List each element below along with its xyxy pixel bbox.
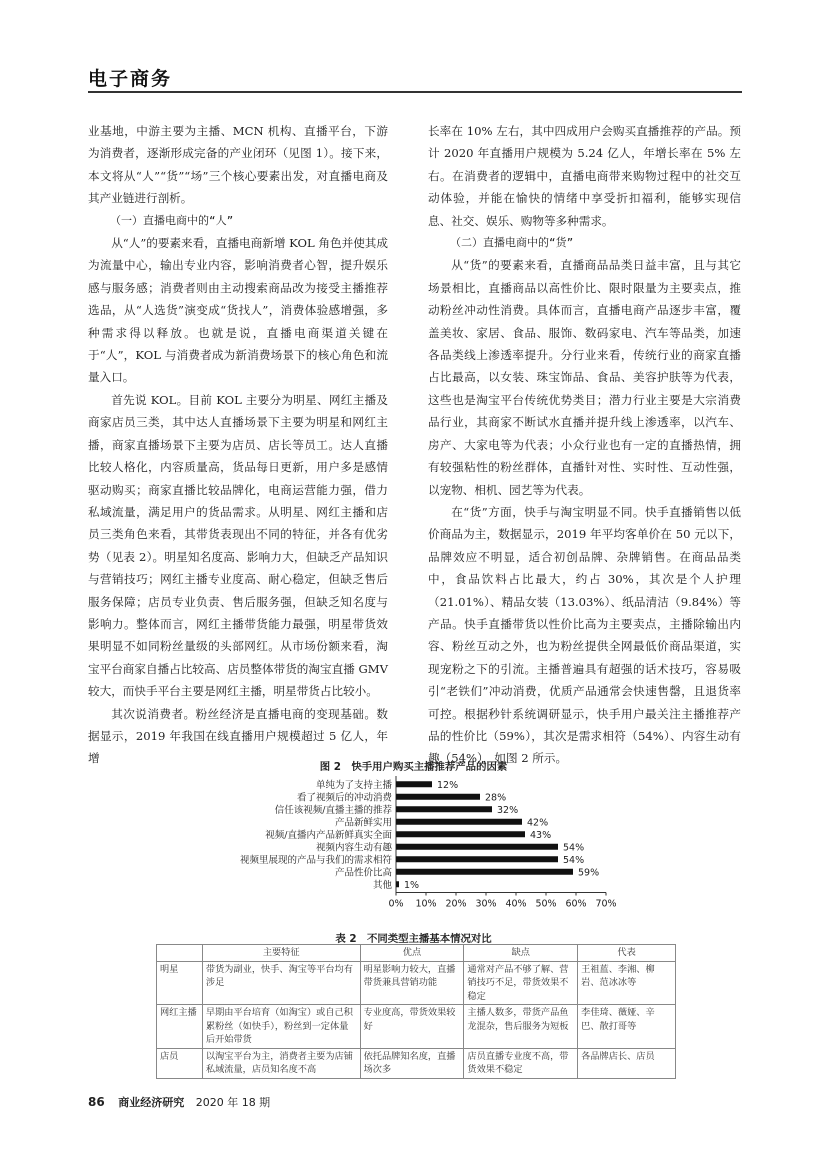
table-header-cell: 主要特征 [202, 945, 360, 962]
table-cell: 明星影响力较大，直播带货兼具营销功能 [360, 961, 464, 1005]
bar [396, 806, 492, 812]
category-label: 产品性价比高 [334, 867, 392, 879]
category-label: 视频内容生动有趣 [315, 842, 392, 854]
table-header-cell: 优点 [360, 945, 464, 962]
table-header-cell: 代表 [578, 945, 676, 962]
left-column [88, 120, 388, 770]
header-rule [88, 91, 742, 93]
table-cell: 店员直播专业度不高，带货效果不稳定 [464, 1048, 578, 1078]
x-tick-label: 0% [388, 898, 404, 910]
table-cell: 以淘宝平台为主，消费者主要为店铺私域流量，店员知名度不高 [202, 1048, 360, 1078]
data-label: 12% [437, 779, 459, 791]
data-label: 28% [485, 792, 507, 804]
table-row [157, 1005, 676, 1049]
table-cell: 早期由平台培育（如淘宝）或自己积累粉丝（如快手），粉丝到一定体量后开始带货 [202, 1005, 360, 1049]
paragraph: 在“货”方面，快手与淘宝明显不同。快手直播销售以低价商品为主，数据显示，2019 年平均客单价在 50 元以下，品牌效应不明显，适合初创品牌、杂牌销售。在商品品类中，食品饮料占比最大，约占 30%，其次是个人护理（21.01%）、精品女装（13.03%）、纸品清洁（9.84%）等产品。快手直播带货以性价比高为主要卖点，主播除输出内容、粉丝互动之外，也为粉丝提供全网最低价商品渠道，实现宠粉之下的引流。主播普遍具有超强的话术技巧，容易吸引“老铁们”冲动消费，优质产品通常会快速售罄，且退货率可控。根据秒针系统调研显示，快手用户最关注主播推荐产品的性价比（59%），其次是需求相符（54%）、内容生动有趣（54%），如图 2 所示。 [428, 504, 741, 766]
category-label: 产品新鲜实用 [334, 817, 392, 829]
table-row [157, 1048, 676, 1078]
bar [396, 831, 525, 837]
category-label: 视频里展现的产品与我们的需求相符 [239, 854, 392, 866]
category-label: 视频/直播内产品新鲜真实全面 [265, 829, 392, 841]
table-cell: 店员 [157, 1048, 203, 1078]
table-cell: 李佳琦、薇娅、辛巴、散打哥等 [578, 1005, 676, 1049]
figure-caption: 图 2 快手用户购买主播推荐产品的因素 [319, 761, 508, 773]
category-label: 看了视频后的冲动消费 [296, 792, 392, 804]
comparison-table [156, 944, 676, 1079]
bar [396, 819, 522, 825]
table-header-cell [157, 945, 203, 962]
data-label: 59% [578, 867, 600, 879]
bar [396, 844, 558, 850]
issue-label: 2020 年 18 期 [195, 1096, 271, 1109]
table-cell: 通常对产品不够了解、营销技巧不足，带货效果不稳定 [464, 961, 578, 1005]
category-label: 其他 [372, 879, 392, 891]
data-label: 54% [563, 854, 585, 866]
paragraph: 长率在 10% 左右，其中四成用户会购买直播推荐的产品。预计 2020 年直播用户规模为 5.24 亿人，年增长率在 5% 左右。在消费者的逻辑中，直播电商带来购物过程中的社交互动体验，并能在愉快的情绪中享受折扣福利，能够实现信息、社交、娱乐、购物等多种需求。 [428, 124, 741, 228]
data-label: 42% [527, 817, 549, 829]
right-column [428, 120, 741, 770]
table-cell: 带货为副业，快手、淘宝等平台均有涉足 [202, 961, 360, 1005]
x-tick-label: 70% [595, 898, 617, 910]
table-cell: 王祖蓝、李湘、柳岩、范冰冰等 [578, 961, 676, 1005]
x-tick-label: 50% [535, 898, 557, 910]
table-header-cell: 缺点 [464, 945, 578, 962]
table-cell: 各品牌店长、店员 [578, 1048, 676, 1078]
x-tick-label: 20% [445, 898, 467, 910]
subheading: （一）直播电商中的“人” [110, 213, 234, 227]
page-footer [88, 1094, 270, 1110]
category-label: 信任该视频/直播主播的推荐 [274, 804, 392, 816]
table-header-row [157, 945, 676, 962]
category-label: 单纯为了支持主播 [315, 779, 392, 791]
x-tick-label: 30% [475, 898, 497, 910]
paragraph: 从“货”的要素来看，直播商品品类日益丰富，且与其它场景相比，直播商品以高性价比、限时限量为主要卖点，推动粉丝冲动性消费。具体而言，直播电商产品逐步丰富，覆盖美妆、家居、食品、服饰、数码家电、汽车等品类，加速各品类线上渗透率提升。分行业来看，传统行业的商家直播占比最高，以女装、珠宝饰品、食品、美容护肤等为代表，这些也是淘宝平台传统优势类目；潜力行业主要是大宗消费品行业，其商家不断试水直播并提升线上渗透率，以汽车、房产、大家电等为代表；小众行业也有一定的直播热情，拥有较强粘性的粉丝群体，直播针对性、实时性、互动性强，以宠物、相机、园艺等为代表。 [428, 258, 741, 497]
bar [396, 869, 573, 875]
data-label: 1% [404, 879, 420, 891]
data-label: 43% [530, 829, 552, 841]
section-title: 电子商务 [88, 68, 173, 90]
table-caption: 表 2 不同类型主播基本情况对比 [335, 933, 492, 945]
x-tick-label: 10% [415, 898, 437, 910]
page-number: 86 [88, 1095, 105, 1109]
paragraph: 首先说 KOL。目前 KOL 主要分为明星、网红主播及商家店员三类，其中达人直播场景下主要为明星和网红主播，商家直播场景下主要为店员、店长等员工。达人直播比较人格化，内容质量高，货品每日更新，用户多是感情驱动购买；商家直播比较品牌化，电商运营能力强，借力私域流量，满足用户的货品需求。从明星、网红主播和店员三类角色来看，其带货表现出不同的特征，并各有优劣势（见表 2）。明星知名度高、影响力大，但缺乏产品知识与营销技巧；网红主播专业度高、耐心稳定，但缺乏售后服务保障；店员专业负责、售后服务强，但缺乏知名度与影响力。整体而言，网红主播带货能力最强，明星带货效果明显不如同粉丝量级的头部网红。从市场份额来看，淘宝平台商家自播占比较高、店员整体带货的淘宝直播 GMV 较大，而快手平台主要是网红主播，明星带货占比较小。 [88, 392, 388, 699]
bar [396, 856, 558, 862]
x-tick-label: 40% [505, 898, 527, 910]
bar [396, 794, 480, 800]
journal-name: 商业经济研究 [118, 1096, 185, 1109]
bar [396, 881, 399, 887]
table-cell: 网红主播 [157, 1005, 203, 1049]
table-cell: 主播人数多，带货产品鱼龙混杂，售后服务为短板 [464, 1005, 578, 1049]
data-label: 54% [563, 842, 585, 854]
paragraph: 从“人”的要素来看，直播电商新增 KOL 角色并使其成为流量中心，输出专业内容，影响消费者心智，提升娱乐感与服务感；消费者则由主动搜索商品改为接受主播推荐选品，从“人选货”演变成“货找人”，消费体验感增强，多种需求得以释放。也就是说，直播电商渠道关键在于“人”，KOL 与消费者成为新消费场景下的核心角色和流量入口。 [88, 236, 388, 385]
table-row [157, 961, 676, 1005]
paragraph: 业基地，中游主要为主播、MCN 机构、直播平台，下游为消费者，逐渐形成完备的产业闭环（见图 1）。接下来，本文将从“人”“货”“场”三个核心要素出发，对直播电商及其产业链进行剖析。 [88, 124, 388, 206]
bar [396, 781, 432, 787]
subheading: （二）直播电商中的“货” [450, 236, 574, 250]
paragraph: 其次说消费者。粉丝经济是直播电商的变现基础。数据显示，2019 年我国在线直播用户规模超过 5 亿人，年增 [88, 706, 388, 766]
table-cell: 明星 [157, 961, 203, 1005]
table-cell: 依托品牌知名度，直播场次多 [360, 1048, 464, 1078]
table-cell: 专业度高，带货效果较好 [360, 1005, 464, 1049]
x-tick-label: 60% [565, 898, 587, 910]
data-label: 32% [497, 804, 519, 816]
bar-chart [180, 772, 640, 922]
